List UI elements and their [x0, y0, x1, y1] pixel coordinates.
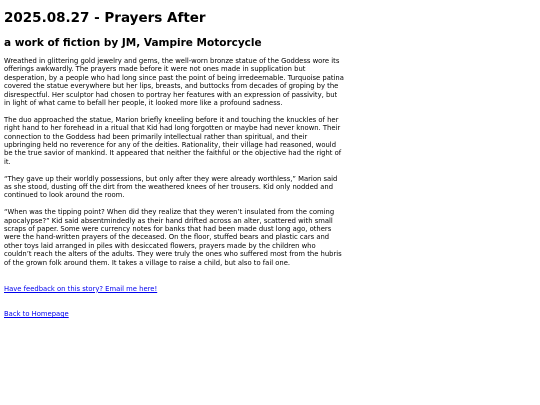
feedback-email-link[interactable]: Have feedback on this story? Email me here! — [4, 284, 158, 293]
story-paragraph-1: Wreathed in glittering gold jewelry and gems, the well-worn bronze statue of the Goddess wore its offerings awkwardly. The prayers made before it were not ones made in supplication but desperation, by a people who had long since past the point of being irredeemable. Turquoise patina covered the statue everywhere but her lips, breasts, and buttocks from decades of groping by the disrespectful. Her sculptor had chosen to portray her features with an expression of passivity, but in light of what came to befall her people, it looked more like a profound sadness. — [4, 57, 344, 108]
story-paragraph-3: “They gave up their worldly possessions, but only after they were already worthless,” Marion said as she stood, dusting off the dirt from the weathered knees of her trousers. Kid only nodded and continued to look around the room. — [4, 174, 338, 200]
story-paragraph-4: “When was the tipping point? When did they realize that they weren’t insulated from the coming apocalypse?” Kid said absentmindedly as their hand drifted across an alter, scattered with small scraps of paper. Some were currency notes for banks that had been made dust long ago, others were the hand-written prayers of the deceased. On the floor, stuffed bears and plastic cars and other toys laid arranged in piles with desiccated flowers, prayers made by the children who couldn’t reach the alters of the adults. They were truly the ones who suffered most from the hubris of the grown folk around them. It takes a village to raise a child, but also to fail one. — [4, 208, 342, 267]
back-to-homepage-link[interactable]: Back to Homepage — [4, 310, 69, 318]
feedback-link-container — [4, 276, 344, 295]
story-paragraph-2: The duo approached the statue, Marion briefly kneeling before it and touching the knuckles of her right hand to her forehead in a ritual that Kid had long forgotten or maybe had never known. Their connection to the Goddess had been primarily intellectual rather than spiritual, and their upbringing held no reverence for any of the deities. Rationality, their village had reasoned, would be the true savior of mankind. It appeared that neither the faithful or the objective had the right of it. — [4, 115, 342, 166]
page-title: 2025.08.27 - Prayers After — [4, 10, 206, 26]
home-link-container — [4, 301, 344, 320]
page-subtitle: a work of fiction by JM, Vampire Motorcycle — [4, 37, 262, 49]
